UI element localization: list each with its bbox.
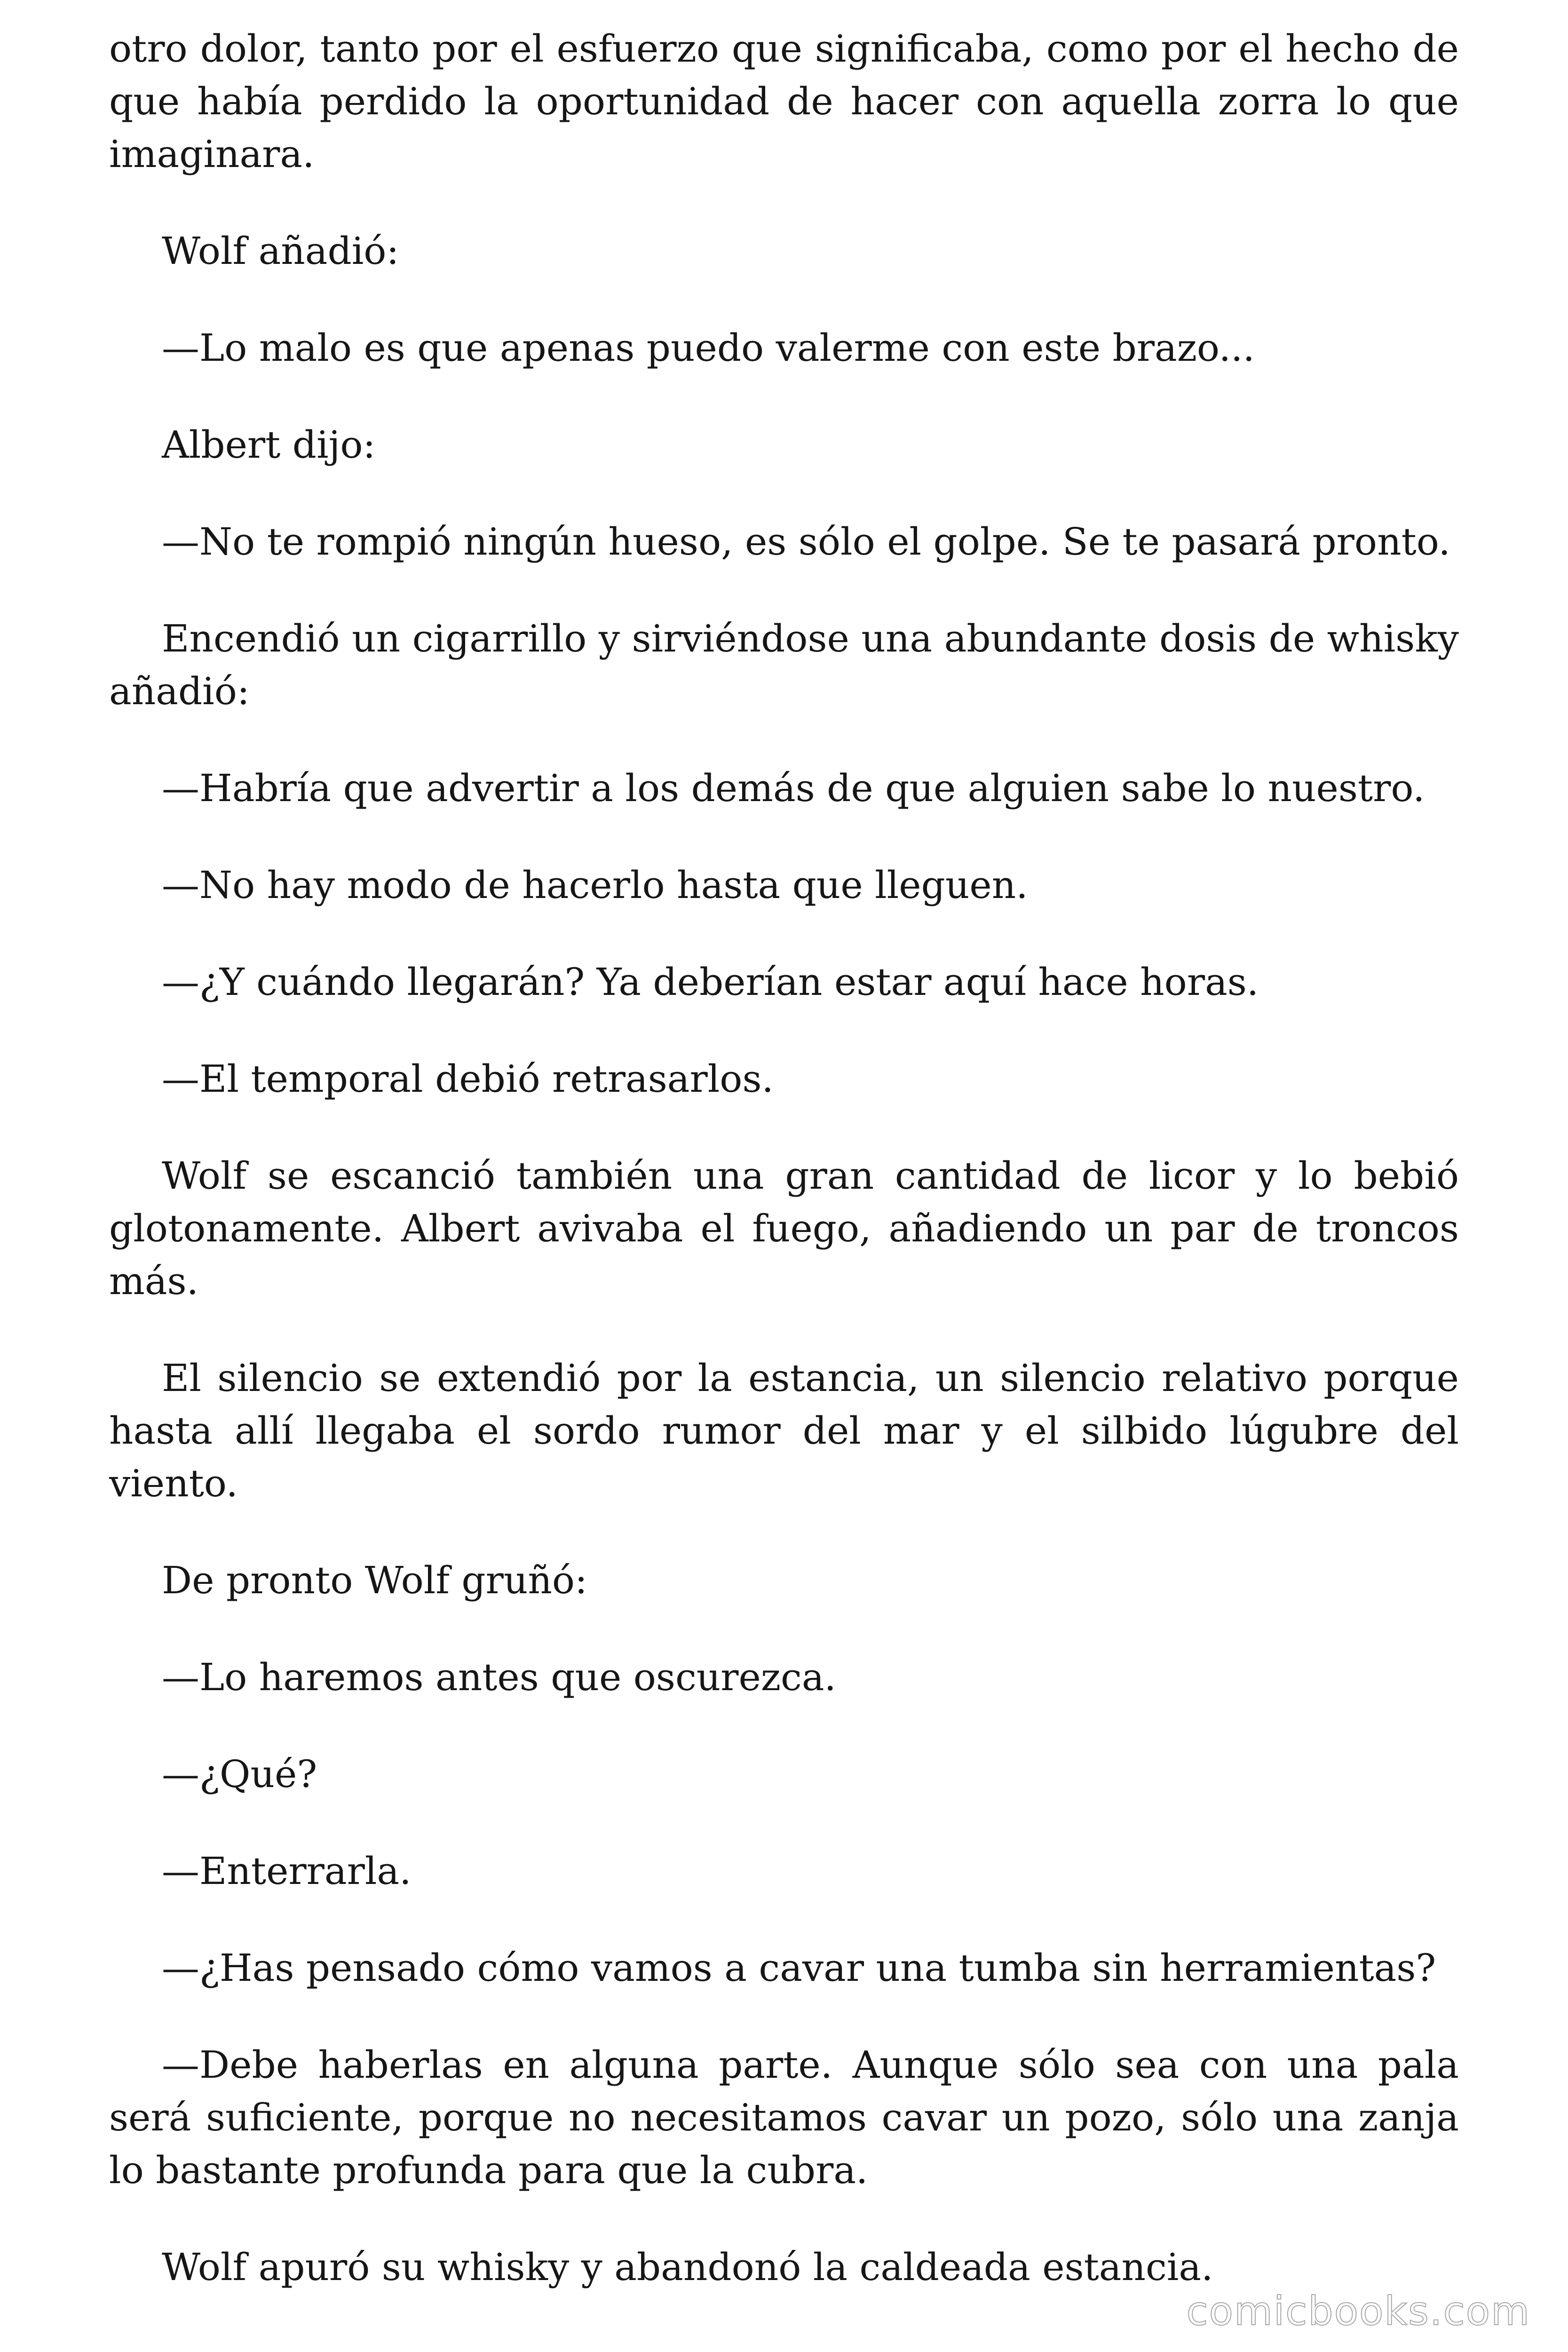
paragraph-8: —No hay modo de hacerlo hasta que lleguen.	[162, 863, 1028, 907]
paragraph-10: —El temporal debió retrasarlos.	[162, 1057, 774, 1101]
paragraph-6: Encendió un cigarrillo y sirviéndose una abundante dosis de whisky añadió:	[109, 617, 1459, 713]
paragraph-17: —¿Has pensado cómo vamos a cavar una tumba sin herramientas?	[162, 1946, 1436, 1990]
paragraph-9: —¿Y cuándo llegarán? Ya deberían estar aquí hace horas.	[162, 960, 1259, 1004]
paragraph-2: Wolf añadió:	[162, 229, 399, 273]
paragraph-18: —Debe haberlas en alguna parte. Aunque sólo sea con una pala será suficiente, porque no necesitamos cavar un pozo, sólo una zanja lo bastante profunda para que la cubra.	[109, 2043, 1459, 2192]
paragraph-13: De pronto Wolf gruñó:	[162, 1558, 587, 1602]
paragraph-1: otro dolor, tanto por el esfuerzo que significaba, como por el hecho de que había perdido la oportunidad de hacer con aquella zorra lo que imaginara.	[109, 27, 1459, 176]
paragraph-3: —Lo malo es que apenas puedo valerme con este brazo...	[162, 326, 1255, 370]
paragraph-11: Wolf se escanció también una gran cantidad de licor y lo bebió glotonamente. Albert avivaba el fuego, añadiendo un par de troncos más.	[109, 1154, 1459, 1303]
paragraph-19: Wolf apuró su whisky y abandonó la caldeada estancia.	[162, 2245, 1213, 2289]
paragraph-12: El silencio se extendió por la estancia, un silencio relativo porque hasta allí llegaba el sordo rumor del mar y el silbido lúgubre del viento.	[109, 1356, 1459, 1505]
paragraph-5: —No te rompió ningún hueso, es sólo el golpe. Se te pasará pronto.	[162, 520, 1450, 564]
watermark: comicbooks.com	[1186, 2288, 1530, 2334]
paragraph-15: —¿Qué?	[162, 1752, 317, 1796]
paragraph-14: —Lo haremos antes que oscurezca.	[162, 1655, 836, 1699]
paragraph-7: —Habría que advertir a los demás de que alguien sabe lo nuestro.	[162, 766, 1425, 810]
page-body	[109, 23, 1459, 2338]
paragraph-16: —Enterrarla.	[162, 1849, 412, 1893]
paragraph-4: Albert dijo:	[162, 423, 376, 467]
